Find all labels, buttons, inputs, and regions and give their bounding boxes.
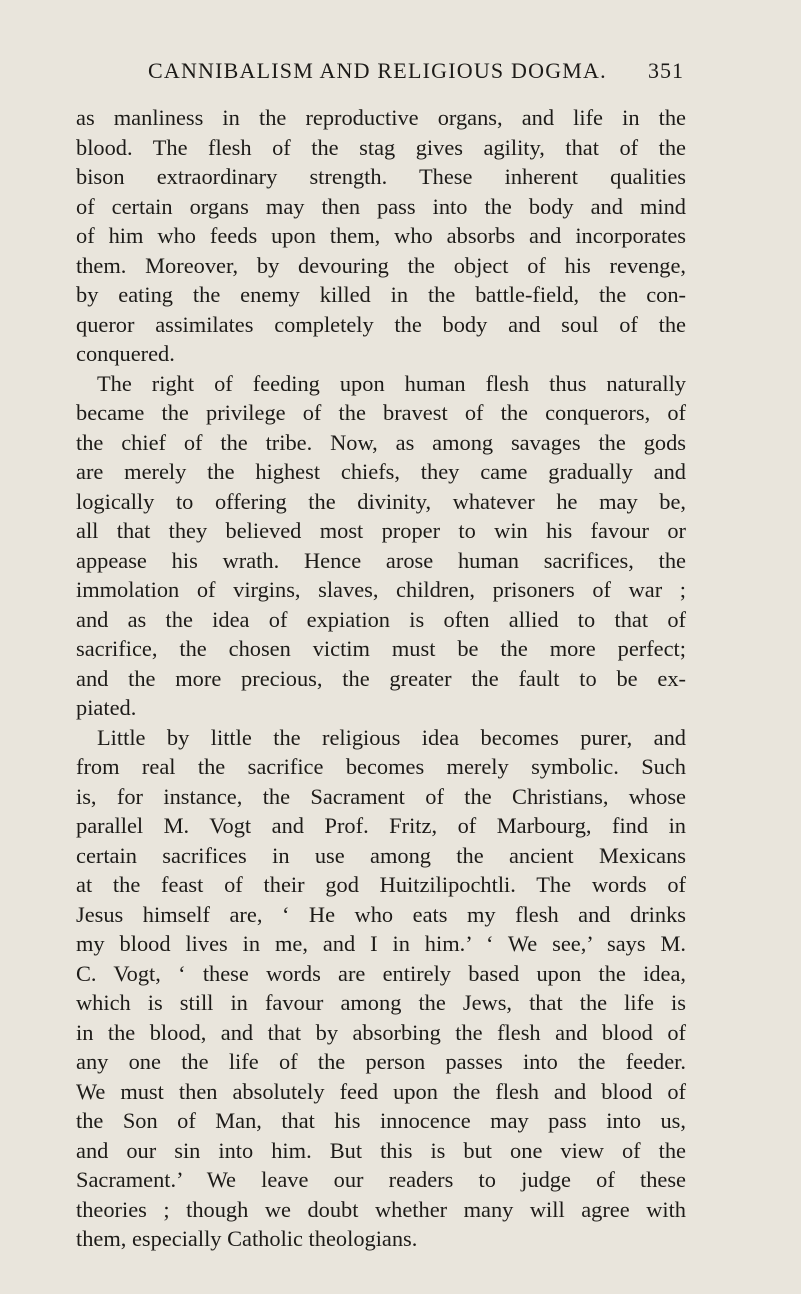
text-line: theories ; though we doubt whether many will agree with bbox=[76, 1196, 686, 1222]
paragraph bbox=[76, 369, 686, 723]
text-line: and the more precious, the greater the fault to be ex- bbox=[76, 665, 686, 691]
text-line: and as the idea of expiation is often allied to that of bbox=[76, 606, 686, 632]
text-line: conquered. bbox=[76, 341, 175, 366]
text-line: the chief of the tribe. Now, as among savages the gods bbox=[76, 429, 686, 455]
text-line: piated. bbox=[76, 695, 137, 720]
text-line: by eating the enemy killed in the battle-field, the con- bbox=[76, 282, 686, 307]
text-line: certain sacrifices in use among the ancient Mexicans bbox=[76, 842, 686, 868]
text-line: is, for instance, the Sacrament of the Christians, whose bbox=[76, 783, 686, 809]
body-text bbox=[76, 103, 686, 1254]
text-line: and our sin into him. But this is but one view of the bbox=[76, 1137, 686, 1163]
text-line: are merely the highest chiefs, they came gradually and bbox=[76, 459, 686, 484]
text-line: Little by little the religious idea becomes purer, and bbox=[97, 724, 686, 750]
text-line: Sacrament.’ We leave our readers to judge of these bbox=[76, 1167, 686, 1192]
text-line: from real the sacrifice becomes merely symbolic. Such bbox=[76, 754, 686, 779]
text-line: my blood lives in me, and I in him.’ ‘ We see,’ says M. bbox=[76, 931, 686, 956]
text-line: bison extraordinary strength. These inherent qualities bbox=[76, 164, 686, 189]
text-line: Jesus himself are, ‘ He who eats my flesh and drinks bbox=[76, 901, 686, 927]
text-line: The right of feeding upon human flesh thus naturally bbox=[97, 370, 686, 396]
text-line: queror assimilates completely the body and soul of the bbox=[76, 311, 686, 337]
paragraph bbox=[76, 723, 686, 1254]
text-line: We must then absolutely feed upon the flesh and blood of bbox=[76, 1078, 686, 1104]
paragraph bbox=[76, 103, 686, 369]
text-line: logically to offering the divinity, whatever he may be, bbox=[76, 488, 686, 514]
text-line: immolation of virgins, slaves, children, prisoners of war ; bbox=[76, 577, 686, 602]
text-line: as manliness in the reproductive organs, and life in the bbox=[76, 105, 686, 130]
text-line: any one the life of the person passes into the feeder. bbox=[76, 1049, 686, 1074]
text-line: parallel M. Vogt and Prof. Fritz, of Marbourg, find in bbox=[76, 813, 686, 838]
text-line: the Son of Man, that his innocence may pass into us, bbox=[76, 1108, 686, 1133]
running-title: CANNIBALISM AND RELIGIOUS DOGMA. bbox=[148, 58, 607, 83]
text-line: them. Moreover, by devouring the object of his revenge, bbox=[76, 252, 686, 278]
text-line: blood. The flesh of the stag gives agility, that of the bbox=[76, 134, 686, 160]
text-line: of certain organs may then pass into the body and mind bbox=[76, 193, 686, 219]
running-head bbox=[148, 58, 684, 94]
text-line: in the blood, and that by absorbing the flesh and blood of bbox=[76, 1019, 686, 1045]
page-number: 351 bbox=[648, 58, 684, 83]
text-line: all that they believed most proper to win his favour or bbox=[76, 518, 686, 543]
text-line: at the feast of their god Huitzilipochtli. The words of bbox=[76, 872, 686, 897]
text-line: them, especially Catholic theologians. bbox=[76, 1226, 418, 1251]
text-line: of him who feeds upon them, who absorbs and incorporates bbox=[76, 223, 686, 248]
text-line: which is still in favour among the Jews, that the life is bbox=[76, 990, 686, 1015]
text-line: sacrifice, the chosen victim must be the more perfect; bbox=[76, 636, 686, 661]
text-line: C. Vogt, ‘ these words are entirely based upon the idea, bbox=[76, 960, 686, 986]
text-line: became the privilege of the bravest of the conquerors, of bbox=[76, 400, 686, 425]
text-line: appease his wrath. Hence arose human sacrifices, the bbox=[76, 547, 686, 573]
